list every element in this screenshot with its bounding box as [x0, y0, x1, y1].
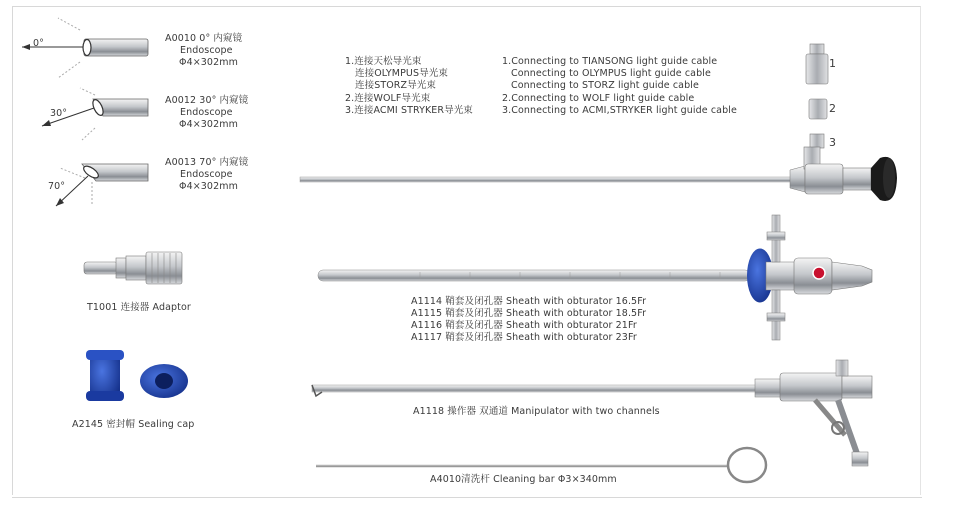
- scope-30-name: Endoscope: [180, 107, 233, 118]
- connect-cn-4: 2.连接WOLF导光束: [345, 93, 431, 104]
- scope-70-code: A0013 70° 内窥镜: [165, 157, 249, 168]
- endoscope-illustration: [300, 147, 897, 201]
- scope-tip-70deg: [56, 164, 148, 206]
- scope-0-size: Φ4×302mm: [179, 57, 238, 68]
- connector-number-2: 2: [829, 102, 837, 115]
- connector-1: [806, 44, 828, 84]
- connect-cn-2: 连接OLYMPUS导光束: [355, 68, 448, 79]
- manipulator-label: A1118 操作器 双通道 Manipulator with two channels: [413, 406, 660, 417]
- cleaning-bar-label: A4010清洗杆 Cleaning bar Φ3×340mm: [430, 474, 617, 485]
- sealing-cap-illustration: [86, 350, 188, 401]
- connector-3: [810, 134, 824, 148]
- adaptor-label: T1001 连接器 Adaptor: [87, 302, 191, 313]
- connector-number-3: 3: [829, 136, 837, 149]
- sheath-label-3: A1116 鞘套及闭孔器 Sheath with obturator 21Fr: [411, 320, 637, 331]
- adaptor-illustration: [84, 252, 182, 284]
- scope-30-code: A0012 30° 内窥镜: [165, 95, 249, 106]
- sheath-label-2: A1115 鞘套及闭孔器 Sheath with obturator 18.5Fr: [411, 308, 647, 319]
- connect-en-5: 3.Connecting to ACMI,STRYKER light guide cable: [502, 105, 737, 116]
- connect-en-1: 1.Connecting to TIANSONG light guide cable: [502, 56, 718, 67]
- connector-number-1: 1: [829, 57, 837, 70]
- scope-0-code: A0010 0° 内窥镜: [165, 33, 243, 44]
- scope-30-size: Φ4×302mm: [179, 119, 238, 130]
- scope-70-name: Endoscope: [180, 169, 233, 180]
- sheath-label-4: A1117 鞘套及闭孔器 Sheath with obturator 23Fr: [411, 332, 637, 343]
- scope-0-name: Endoscope: [180, 45, 233, 56]
- angle-label-0: 0°: [33, 38, 44, 49]
- connect-en-4: 2.Connecting to WOLF light guide cable: [502, 93, 695, 104]
- angle-label-70: 70°: [48, 181, 66, 192]
- sealing-cap-label: A2145 密封帽 Sealing cap: [72, 419, 195, 430]
- sheath-label-1: A1114 鞘套及闭孔器 Sheath with obturator 16.5Fr: [411, 296, 647, 307]
- connect-cn-3: 连接STORZ导光束: [355, 80, 436, 91]
- connect-cn-1: 1.连接天松导光束: [345, 56, 422, 67]
- connect-en-2: Connecting to OLYMPUS light guide cable: [511, 68, 711, 79]
- connect-en-3: Connecting to STORZ light guide cable: [511, 80, 699, 91]
- angle-label-30: 30°: [50, 108, 68, 119]
- connect-cn-5: 3.连接ACMI STRYKER导光束: [345, 105, 473, 116]
- scope-70-size: Φ4×302mm: [179, 181, 238, 192]
- connector-2: [809, 99, 827, 119]
